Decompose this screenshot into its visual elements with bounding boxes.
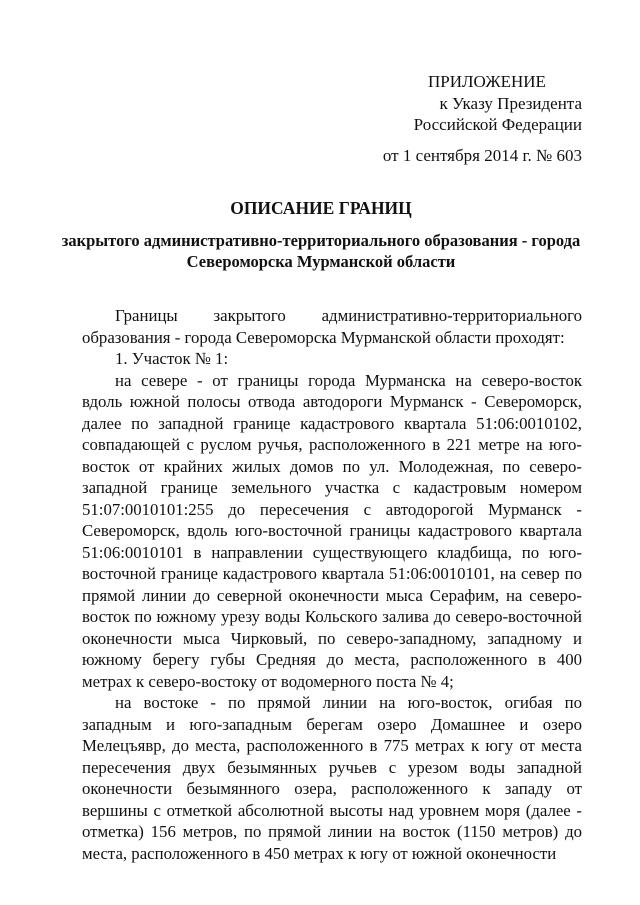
annex-date-number: от 1 сентября 2014 г. № 603 xyxy=(382,145,582,165)
section-heading: 1. Участок № 1: xyxy=(115,349,229,368)
annex-federation: Российской Федерации xyxy=(413,115,582,134)
intro-paragraph: Границы закрытого административно-территориального образования - города Североморска Мурманской области проходят: xyxy=(82,306,582,347)
document-body xyxy=(82,305,582,864)
east-boundary-paragraph: на востоке - по прямой линии на юго-восток, огибая по западным и юго-западным берегам озеро Домашнее и озеро Мелецъявр, до места, расположенного в 775 метрах к югу от места пересечения двух безымянных ручьев с урезом воды западной оконечности безымянного озера, расположенного к западу от вершины с отметкой абсолютной высоты над уровнем моря (далее - отметка) 156 метров, по прямой линии на восток (1150 метров) до места, расположенного в 450 метрах к югу от южной оконечности xyxy=(82,693,582,863)
annex-label: ПРИЛОЖЕНИЕ xyxy=(428,72,546,91)
annex-header xyxy=(360,71,582,166)
annex-decree-ref: к Указу Президента xyxy=(439,93,582,113)
document-subtitle: закрытого административно-территориального образования - города Североморска Мурманской области xyxy=(61,231,581,271)
north-boundary-paragraph: на севере - от границы города Мурманска на северо-восток вдоль южной полосы отвода автодороги Мурманск - Североморск, далее по западной границе кадастрового квартала 51:06:0010102, совпадающей с руслом ручья, расположенного в 221 метре на юго-восток от крайних жилых домов по ул. Молодежная, по северо-западной границе земельного участка с кадастровым номером 51:07:0010101:255 до пересечения с автодорогой Мурманск - Североморск, вдоль юго-восточной границы кадастрового квартала 51:06:0010101 в направлении существующего кладбища, по юго-восточной границе кадастрового квартала 51:06:0010101, на север по прямой линии до северной оконечности мыса Серафим, на северо-восток по южному урезу воды Кольского залива до северо-восточной оконечности мыса Чирковый, по северо-западному, западному и южному берегу губы Средняя до места, расположенного в 400 метрах к северо-востоку от водомерного поста № 4; xyxy=(82,370,582,691)
document-title: ОПИСАНИЕ ГРАНИЦ xyxy=(230,198,412,218)
